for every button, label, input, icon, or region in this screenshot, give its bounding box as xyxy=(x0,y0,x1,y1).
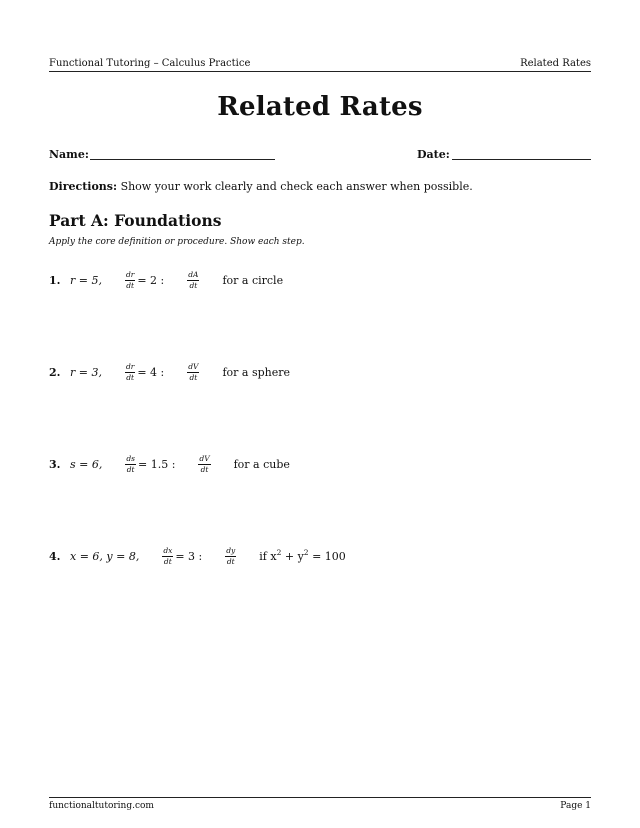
problem-number: 3. xyxy=(49,457,61,471)
problem-statement xyxy=(70,267,283,293)
problem-context: for a cube xyxy=(233,457,290,471)
given-values: x = 6, y = 8, xyxy=(70,549,140,563)
name-label: Name: xyxy=(49,148,89,161)
given-values: r = 5, xyxy=(70,273,102,287)
rate-fraction xyxy=(125,363,135,381)
problem-number: 2. xyxy=(49,365,61,379)
rate-denominator: dt xyxy=(126,464,135,474)
date-label: Date: xyxy=(417,148,450,161)
rate-denominator: dt xyxy=(126,372,135,382)
directions-text: Show your work clearly and check each answer when possible. xyxy=(120,180,473,193)
problem-number: 4. xyxy=(49,549,61,563)
rate-numerator: dx xyxy=(163,546,173,555)
section-instructions: Apply the core definition or procedure. Show each step. xyxy=(49,237,305,247)
running-header xyxy=(49,58,591,72)
problem-number: 1. xyxy=(49,273,61,287)
given-values: s = 6, xyxy=(70,457,103,471)
rate-fraction xyxy=(125,271,135,289)
rate-numerator: dr xyxy=(125,270,135,279)
given-values: r = 3, xyxy=(70,365,102,379)
footer-left-text: functionaltutoring.com xyxy=(49,801,154,811)
target-denominator: dt xyxy=(226,556,235,566)
directions-label: Directions: xyxy=(49,180,118,193)
rate-value: = 1.5 : xyxy=(138,457,176,471)
problem-item xyxy=(49,543,346,569)
exponent: 2 xyxy=(303,547,309,557)
rate-denominator: dt xyxy=(126,280,135,290)
condition-prefix: if x xyxy=(259,549,277,563)
problem-item xyxy=(49,359,290,385)
problem-context: for a sphere xyxy=(222,365,291,379)
rate-numerator: dr xyxy=(125,362,135,371)
rate-numerator: ds xyxy=(126,454,135,463)
rate-fraction xyxy=(162,547,173,565)
target-denominator: dt xyxy=(189,372,198,382)
target-fraction xyxy=(187,363,199,381)
header-right-text: Related Rates xyxy=(520,58,591,69)
problem-condition xyxy=(259,547,346,563)
running-footer xyxy=(49,797,591,811)
problem-context: for a circle xyxy=(222,273,284,287)
student-fields xyxy=(49,148,591,162)
date-field-line[interactable] xyxy=(452,159,591,160)
problem-statement xyxy=(70,359,290,385)
rate-value: = 4 : xyxy=(137,365,165,379)
target-numerator: dV xyxy=(199,454,210,463)
condition-middle: + y xyxy=(281,549,304,563)
section-heading: Part A: Foundations xyxy=(49,211,222,230)
rate-fraction xyxy=(125,455,136,473)
target-fraction xyxy=(187,271,199,289)
directions xyxy=(49,180,591,193)
condition-suffix: = 100 xyxy=(308,549,346,563)
exponent: 2 xyxy=(276,547,282,557)
header-left-text: Functional Tutoring – Calculus Practice xyxy=(49,58,251,69)
target-numerator: dV xyxy=(188,362,199,371)
problem-item xyxy=(49,451,290,477)
target-numerator: dy xyxy=(226,546,236,555)
page-number: Page 1 xyxy=(560,801,591,811)
name-field-line[interactable] xyxy=(90,159,275,160)
rate-value: = 3 : xyxy=(175,549,203,563)
rate-value: = 2 : xyxy=(137,273,165,287)
target-denominator: dt xyxy=(200,464,209,474)
problem-statement xyxy=(70,543,346,569)
rate-denominator: dt xyxy=(163,556,172,566)
target-fraction xyxy=(225,547,236,565)
problem-item xyxy=(49,267,283,293)
target-denominator: dt xyxy=(189,280,198,290)
page-title: Related Rates xyxy=(217,92,423,122)
target-fraction xyxy=(198,455,210,473)
target-numerator: dA xyxy=(188,270,199,279)
problem-statement xyxy=(70,451,290,477)
